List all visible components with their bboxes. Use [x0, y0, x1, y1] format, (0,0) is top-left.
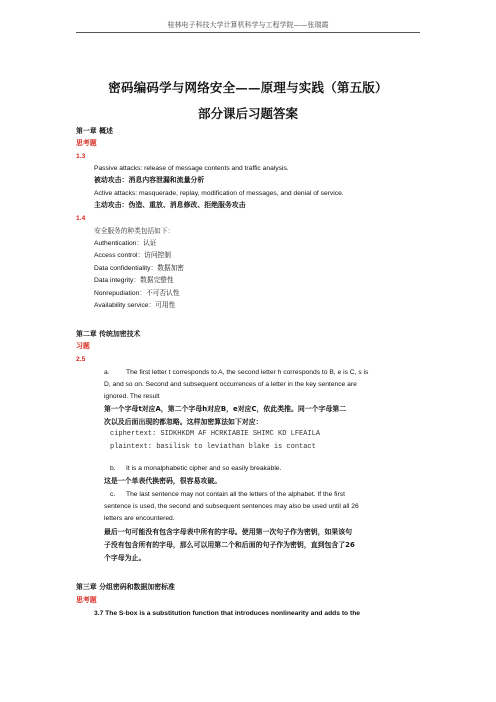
q2-5-c-label: c. — [110, 491, 116, 498]
q2-5-c-cn-line3: 个字母为止。 — [104, 554, 146, 562]
q1-4-number: 1.4 — [76, 215, 86, 222]
chapter1-section-label: 思考题 — [76, 139, 97, 147]
q2-5-c-line1: The last sentence may not contain all the letters of the alphabet. If the first — [126, 491, 345, 498]
q2-5-c-cn-line2: 子没有包含所有的字母，那么可以用第二个和后面的句子作为密钥，直到包含了26 — [104, 541, 355, 549]
q2-5-c-line2: sentence is used, the second and subsequent sentences may also be used until all 26 — [104, 503, 359, 510]
q2-5-b-label: b. — [110, 465, 116, 472]
q2-5-number: 2.5 — [76, 356, 86, 363]
chapter1-heading: 第一章 概述 — [76, 127, 113, 135]
q1-3-number: 1.3 — [76, 153, 86, 160]
service-item: Authentication：认证 — [94, 240, 157, 247]
chapter2-heading: 第二章 传统加密技术 — [76, 330, 141, 338]
q1-3-line1: Passive attacks: release of message contents and traffic analysis. — [94, 165, 289, 172]
service-item: Availability service：可用性 — [94, 302, 176, 309]
q2-5-a-label: a. — [104, 369, 110, 376]
chapter3-heading: 第三章 分组密码和数据加密标准 — [76, 583, 175, 591]
q1-3-line3: Active attacks: masquerade, replay, modification of messages, and denial of service. — [94, 190, 344, 197]
service-item: Data integrity：数据完整性 — [94, 277, 174, 284]
q1-3-line4: 主动攻击：伪造、重放、消息修改、拒绝服务攻击 — [94, 201, 246, 209]
chapter3-section-label: 思考题 — [76, 596, 97, 604]
q2-5-b-line1: It is a monalphabetic cipher and so easily breakable. — [126, 465, 282, 472]
q2-5-c-line3: letters are encountered. — [104, 515, 175, 522]
q2-5-a-line3: ignored. The result — [104, 393, 160, 400]
q2-5-a-cn-line1: 第一个字母t对应A，第二个字母h对应B，e对应C，依此类推。同一个字母第二 — [104, 405, 347, 413]
document-subtitle: 部分课后习题答案 — [197, 106, 298, 121]
service-item: Data confidentiality：数据加密 — [94, 265, 184, 272]
ciphertext-line: ciphertext: SIDKHKDM AF HCRKIABIE SHIMC KD LFEAILA — [110, 430, 321, 438]
q2-5-a-line1: The first letter t corresponds to A, the second letter h corresponds to B, e is C, s is — [126, 369, 369, 376]
q2-5-b-cn: 这是一个单表代换密码，很容易攻破。 — [104, 477, 222, 485]
plaintext-line: plaintext: basilisk to leviathan blake is contact — [110, 443, 316, 451]
service-item: Access control：访问控制 — [94, 252, 171, 259]
chapter2-section-label: 习题 — [76, 342, 90, 350]
q2-5-a-cn-line2: 次以及后面出现的都忽略。这样加密算法如下对应： — [104, 418, 263, 426]
document-title: 密码编码学与网络安全——原理与实践（第五版） — [108, 80, 388, 95]
q1-4-intro: 安全服务的种类包括如下： — [94, 227, 175, 235]
q1-3-line2: 被动攻击：消息内容泄漏和流量分析 — [94, 176, 205, 184]
q3-7-line1: 3.7 The S-box is a substitution function that introduces nonlinearity and adds to the — [94, 610, 361, 617]
service-item: Nonrepudiation：不可否认性 — [94, 290, 180, 297]
q2-5-c-cn-line1: 最后一句可能没有包含字母表中所有的字母。使用第一次句子作为密钥，如果该句 — [104, 528, 353, 536]
q2-5-a-line2: D, and so on. Second and subsequent occurrences of a letter in the key sentence are — [104, 381, 357, 388]
running-header: 桂林电子科技大学计算机科学与工程学院——张瑞霞 — [167, 21, 329, 29]
header-divider — [76, 32, 420, 33]
